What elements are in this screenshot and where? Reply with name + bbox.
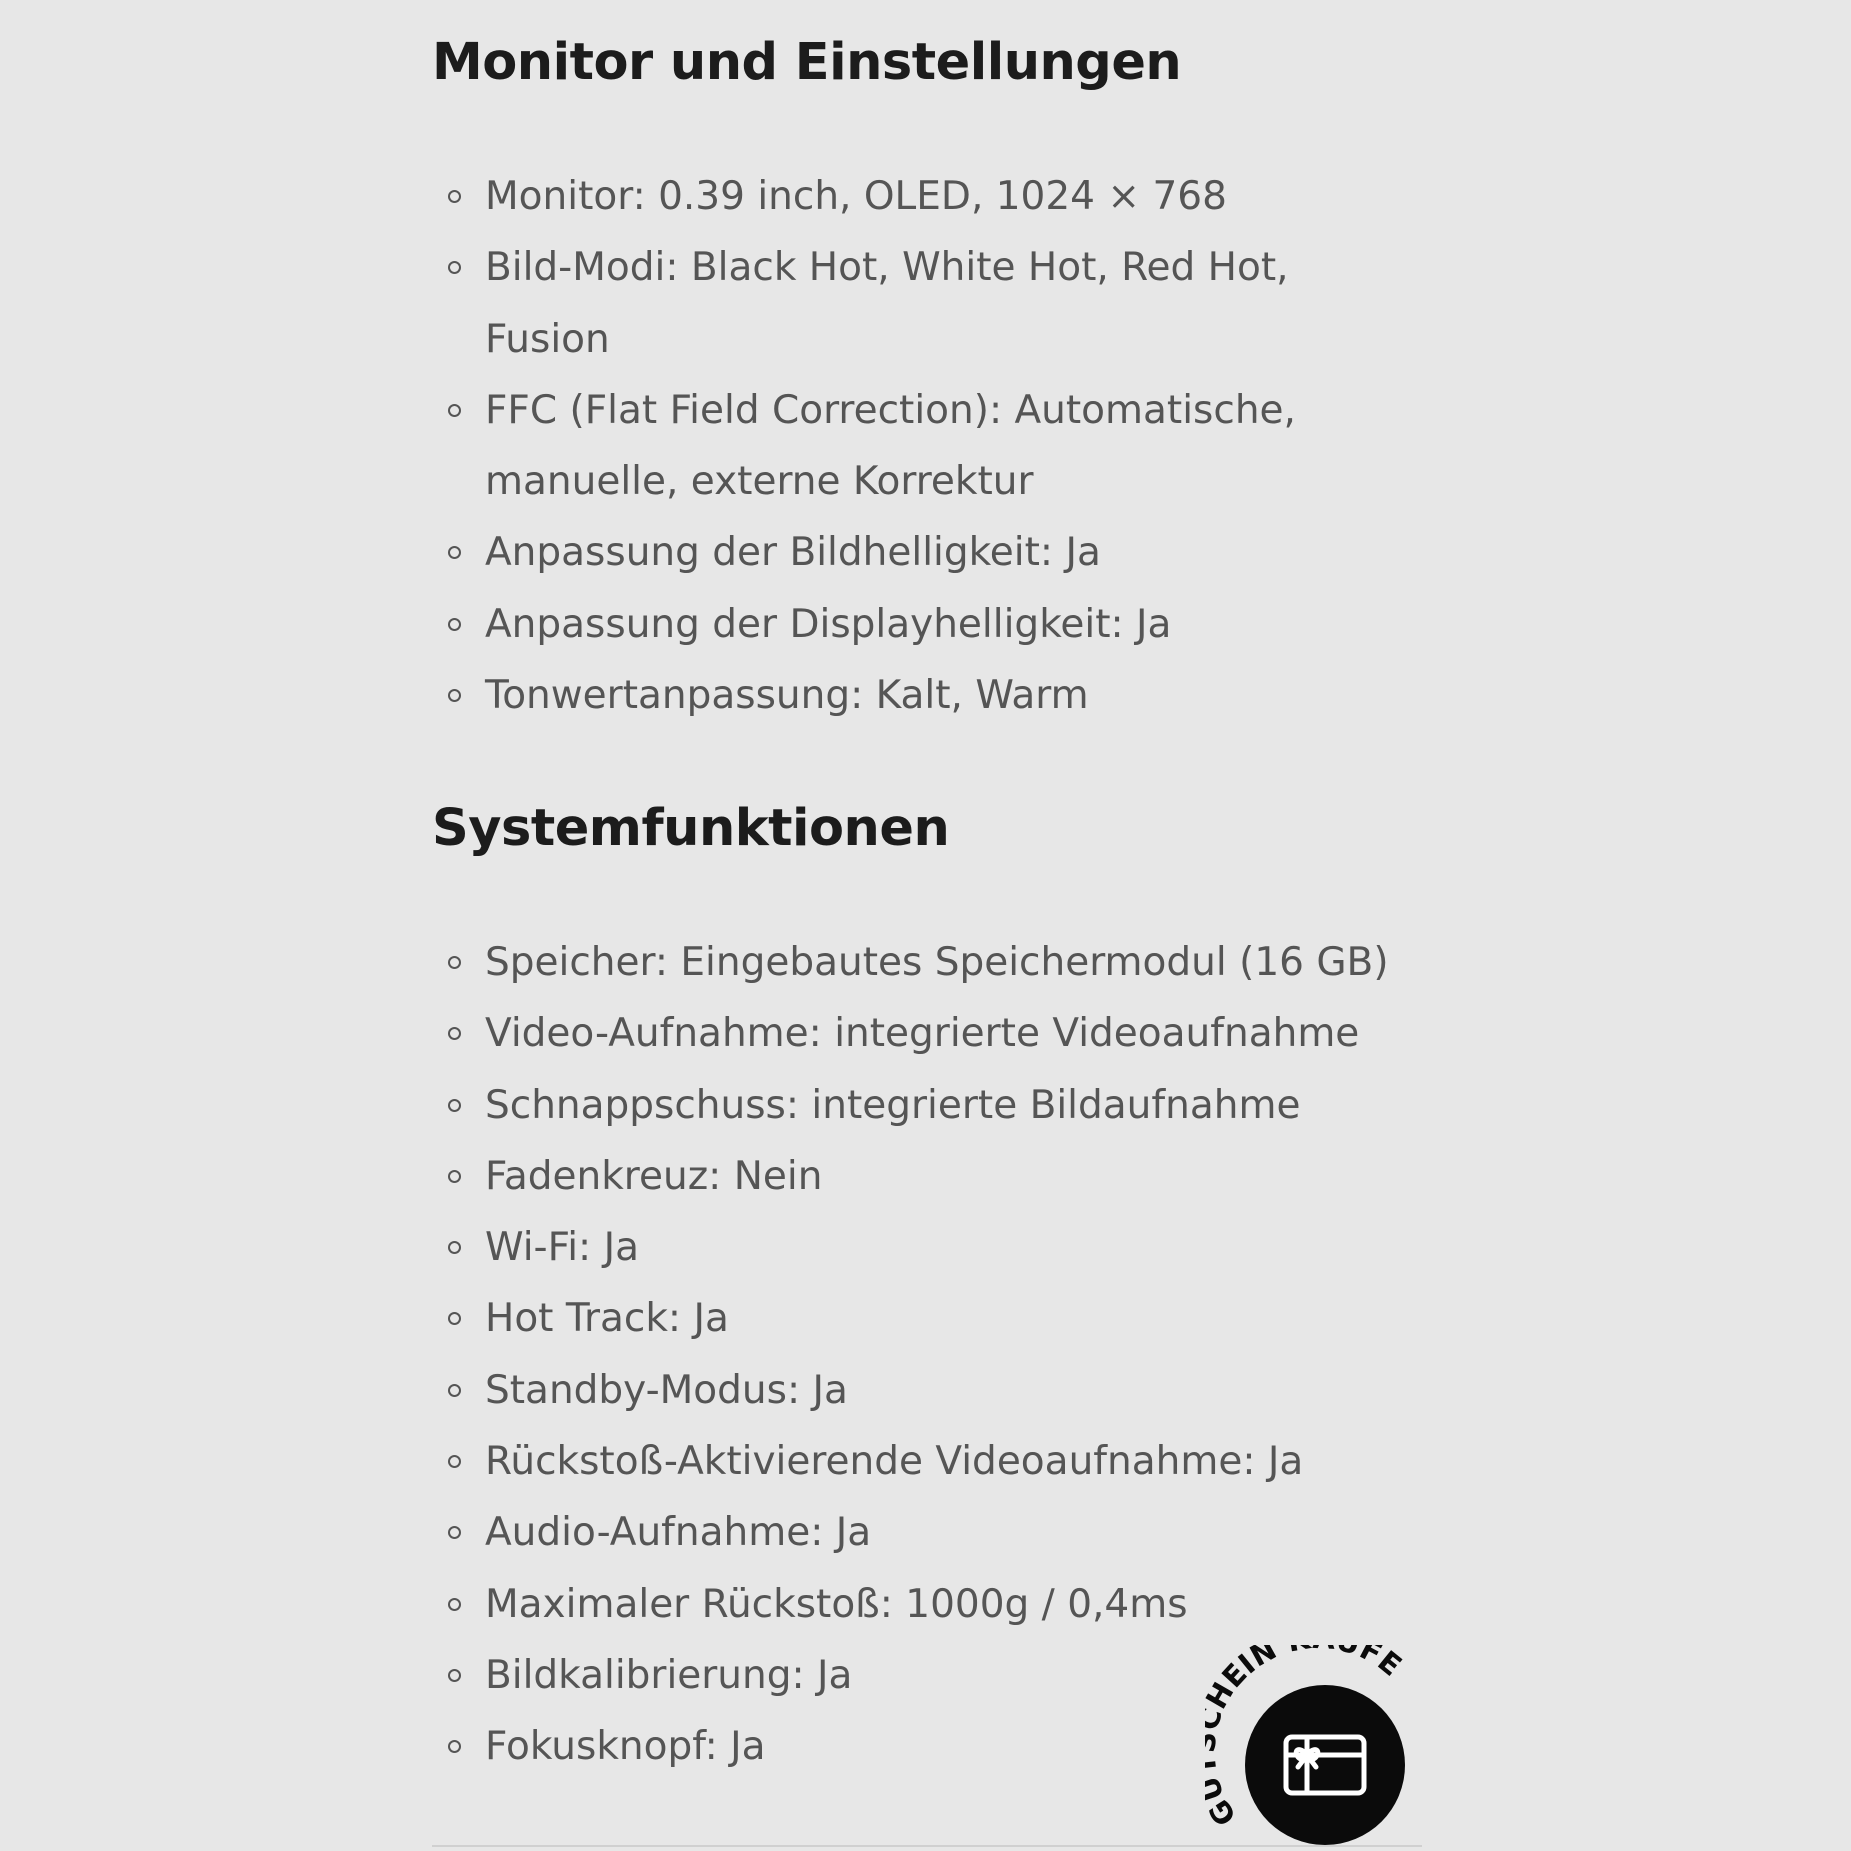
- list-item: [432, 1497, 1422, 1568]
- list-item-text: Video-Aufnahme: integrierte Videoaufnahme: [485, 1011, 1360, 1057]
- list-item-text: Bildkalibrierung: Ja: [485, 1652, 853, 1698]
- badge-circle: [1245, 1685, 1405, 1845]
- list-item-text: Rückstoß-Aktivierende Videoaufnahme: Ja: [485, 1439, 1304, 1485]
- list-item: [432, 1355, 1422, 1426]
- circle-bullet-icon: [448, 1669, 461, 1682]
- list-item-text: Tonwertanpassung: Kalt, Warm: [485, 673, 1089, 719]
- circle-bullet-icon: [448, 618, 461, 631]
- list-item-text: Speicher: Eingebautes Speichermodul (16 GB): [485, 940, 1389, 985]
- circle-bullet-icon: [448, 1099, 461, 1112]
- list-item: [432, 1070, 1422, 1141]
- spec-list-monitor: [432, 161, 1422, 731]
- list-item: [432, 927, 1422, 998]
- list-item-text: Fadenkreuz: Nein: [485, 1153, 823, 1199]
- gutschein-badge-graphic: [1205, 1645, 1411, 1851]
- list-item: [432, 232, 1422, 375]
- list-item-text: FFC (Flat Field Correction): Automatische, manuelle, externe Korrektur: [485, 387, 1296, 505]
- section-heading-monitor: Monitor und Einstellungen: [432, 33, 1182, 92]
- list-item: [432, 161, 1422, 232]
- circle-bullet-icon: [448, 1027, 461, 1040]
- circle-bullet-icon: [448, 1455, 461, 1468]
- circle-bullet-icon: [448, 1526, 461, 1539]
- list-item: [432, 517, 1422, 588]
- list-item-text: Maximaler Rückstoß: 1000g / 0,4ms: [485, 1581, 1188, 1627]
- circle-bullet-icon: [448, 956, 461, 969]
- list-item-text: Standby-Modus: Ja: [485, 1367, 848, 1413]
- circle-bullet-icon: [448, 404, 461, 417]
- circle-bullet-icon: [448, 546, 461, 559]
- section-heading-system: Systemfunktionen: [432, 799, 950, 858]
- list-item-text: Fokusknopf: Ja: [485, 1724, 766, 1770]
- list-item: [432, 1212, 1422, 1283]
- list-item-text: Anpassung der Displayhelligkeit: Ja: [485, 601, 1172, 647]
- list-item: [432, 998, 1422, 1069]
- list-item: [432, 660, 1422, 731]
- list-item-text: Bild-Modi: Black Hot, White Hot, Red Hot, Fusion: [485, 245, 1289, 362]
- list-item: [432, 1426, 1422, 1497]
- list-item-text: Wi-Fi: Ja: [485, 1225, 639, 1271]
- list-item: [432, 1569, 1422, 1640]
- circle-bullet-icon: [448, 689, 461, 702]
- list-item-text: Schnappschuss: integrierte Bildaufnahme: [485, 1082, 1301, 1128]
- circle-bullet-icon: [448, 1384, 461, 1397]
- list-item: [432, 589, 1422, 660]
- circle-bullet-icon: [448, 1740, 461, 1753]
- circle-bullet-icon: [448, 1170, 461, 1183]
- badge-label: G EIN FE: [1205, 1645, 1409, 1832]
- circle-bullet-icon: [448, 190, 461, 203]
- list-item: [432, 1283, 1422, 1354]
- list-item: [432, 375, 1422, 518]
- list-item-text: Hot Track: Ja: [485, 1296, 729, 1342]
- circle-bullet-icon: [448, 1598, 461, 1611]
- list-item-text: Audio-Aufnahme: Ja: [485, 1510, 872, 1556]
- list-item: [432, 1141, 1422, 1212]
- circle-bullet-icon: [448, 1312, 461, 1325]
- gutschein-kaufen-button[interactable]: [1205, 1645, 1411, 1851]
- list-item-text: Monitor: 0.39 inch, OLED, 1024 × 768: [485, 174, 1227, 219]
- circle-bullet-icon: [448, 1241, 461, 1254]
- circle-bullet-icon: [448, 261, 461, 274]
- list-item-text: Anpassung der Bildhelligkeit: Ja: [485, 530, 1101, 576]
